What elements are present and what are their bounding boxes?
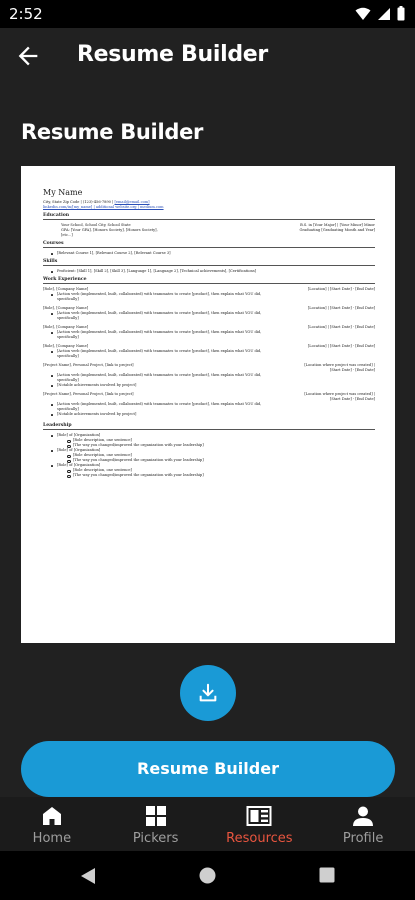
- resume-work-dates: [Location] | [Start Date] - [End Date]: [307, 344, 375, 348]
- resume-project-bullet-cont: specifically]: [57, 407, 79, 411]
- resume-email-link: [email@email.com]: [114, 200, 150, 204]
- resume-work-bullet-cont: specifically]: [57, 297, 79, 301]
- resume-skills-bullet: Proficient: [Skill 1], [Skill 2], [Skill 3], [Language 1], [Language 2], [Technical achievements], [Certifications]: [43, 269, 375, 274]
- system-back-icon[interactable]: [80, 867, 96, 885]
- resume-leadership-impact: [The way you changed/improved the organization with your leadership]: [43, 443, 375, 448]
- resume-courses-bullet: [Relevant Course 1], [Relevant Course 2], [Relevant Course 3]: [43, 251, 375, 256]
- resources-icon: [246, 804, 272, 828]
- resume-work-entry: [43, 325, 375, 340]
- resume-project-achievement: [Notable achievements involved by project]: [43, 383, 375, 388]
- resume-project-achievement: [Notable achievements involved by project]: [43, 412, 375, 417]
- resume-name: My Name: [43, 188, 83, 197]
- resume-skills-heading: Skills: [43, 259, 375, 266]
- resume-work-role: [Role], [Company Name]: [43, 287, 89, 291]
- resume-links-line: linkedin.com/in/[my_name] | additional website.org | medium.com: [43, 205, 164, 209]
- download-icon: [197, 682, 219, 704]
- resume-work-entry: [43, 344, 375, 359]
- resume-builder-button[interactable]: Resume Builder: [21, 741, 395, 797]
- nav-item-resources[interactable]: [208, 797, 312, 851]
- resume-work-bullet: [Action verb (implemented, built, collaborated) with teammates to create [product], then explain what YOU did,: [43, 330, 375, 335]
- resume-education-graduation: Graduating [Graduating Month and Year]: [299, 228, 375, 232]
- resume-work-entry: [43, 287, 375, 302]
- page-title: Resume Builder: [21, 120, 204, 144]
- resume-work-role: [Role], [Company Name]: [43, 325, 89, 329]
- resume-work-bullet: [Action verb (implemented, built, collaborated) with teammates to create [product], then explain what YOU did,: [43, 292, 375, 297]
- resume-education-school: Your School, School City, School State: [61, 223, 131, 227]
- resume-project-location: [Location where project was created] |: [304, 392, 375, 396]
- nav-label-profile: Profile: [342, 831, 384, 846]
- resume-project-bullet: [Action verb (implemented, built, collaborated) with teammates to create [product], then explain what YOU did,: [43, 373, 375, 378]
- resume-leadership-heading: Leadership: [43, 423, 375, 430]
- resume-leadership-desc: [Role description, one sentence]: [43, 453, 375, 458]
- resume-work-dates: [Location] | [Start Date] - [End Date]: [307, 287, 375, 291]
- resume-project-name: [Project Name], Personal Project, [link to project]: [43, 363, 134, 367]
- download-button[interactable]: [180, 665, 236, 721]
- status-bar: [0, 0, 415, 28]
- resume-leadership-entry: [43, 448, 375, 463]
- cellular-signal-icon: [377, 7, 391, 21]
- app-bar: [0, 28, 415, 84]
- resume-project-dates: [Start Date] - [End Date]: [329, 397, 375, 401]
- resume-leadership-entry: [43, 433, 375, 448]
- resume-project-dates: [Start Date] - [End Date]: [329, 368, 375, 372]
- resume-work-bullet: [Action verb (implemented, built, collaborated) with teammates to create [product], then explain what YOU did,: [43, 311, 375, 316]
- status-time: 2:52: [9, 5, 43, 23]
- resume-contact-text: City, State Zip Code | (123)-456-7890 |: [43, 200, 114, 204]
- status-icons: [355, 6, 405, 21]
- bottom-nav: [0, 797, 415, 851]
- resume-leadership-role: [Role] of [Organization]: [43, 433, 375, 438]
- nav-label-resources: Resources: [226, 831, 293, 846]
- resume-project-entry: [43, 392, 375, 417]
- resume-work-dates: [Location] | [Start Date] - [End Date]: [307, 306, 375, 310]
- back-button[interactable]: [14, 42, 42, 70]
- resume-leadership-role: [Role] of [Organization]: [43, 448, 375, 453]
- resume-project-bullet: [Action verb (implemented, built, collaborated) with teammates to create [product], then explain what YOU did,: [43, 402, 375, 407]
- nav-item-pickers[interactable]: [104, 797, 208, 851]
- nav-label-pickers: Pickers: [132, 831, 179, 846]
- nav-item-profile[interactable]: [311, 797, 415, 851]
- resume-project-bullet-cont: specifically]: [57, 378, 79, 382]
- resume-work-role: [Role], [Company Name]: [43, 306, 89, 310]
- resume-education-gpa: GPA: [Your GPA], [Honors Society], [Honors Society],: [61, 228, 158, 232]
- resume-leadership-impact: [The way you changed/improved the organization with your leadership]: [43, 473, 375, 478]
- resume-project-entry: [43, 363, 375, 388]
- home-icon: [40, 804, 64, 828]
- grid-icon: [144, 804, 168, 828]
- nav-label-home: Home: [32, 831, 72, 846]
- app-bar-title: Resume Builder: [77, 42, 268, 67]
- resume-leadership-entry: [43, 463, 375, 478]
- resume-leadership-impact: [The way you changed/improved the organization with your leadership]: [43, 458, 375, 463]
- system-home-icon[interactable]: [199, 867, 216, 884]
- resume-education-heading: Education: [43, 213, 375, 220]
- resume-content: [43, 188, 375, 478]
- system-nav-bar: [0, 851, 415, 900]
- resume-education-etc: [etc...]: [61, 233, 73, 237]
- resume-work-bullet-cont: specifically]: [57, 316, 79, 320]
- resume-work-role: [Role], [Company Name]: [43, 344, 89, 348]
- resume-work-bullet-cont: specifically]: [57, 354, 79, 358]
- nav-item-home[interactable]: [0, 797, 104, 851]
- resume-courses-heading: Courses: [43, 241, 375, 248]
- resume-leadership-role: [Role] of [Organization]: [43, 463, 375, 468]
- arrow-back-icon: [14, 42, 42, 70]
- resume-work-dates: [Location] | [Start Date] - [End Date]: [307, 325, 375, 329]
- resume-leadership-desc: [Role description, one sentence]: [43, 438, 375, 443]
- resume-preview[interactable]: [21, 166, 395, 643]
- resume-education-degree: B.S. in [Your Major] | [Your Minor] Minor: [300, 223, 375, 227]
- resume-work-bullet-cont: specifically]: [57, 335, 79, 339]
- resume-project-location: [Location where project was created] |: [304, 363, 375, 367]
- resume-leadership-desc: [Role description, one sentence]: [43, 468, 375, 473]
- battery-icon: [397, 6, 405, 21]
- profile-icon: [351, 804, 375, 828]
- resume-work-bullet: [Action verb (implemented, built, collaborated) with teammates to create [product], then explain what YOU did,: [43, 349, 375, 354]
- resume-project-name: [Project Name], Personal Project, [link to project]: [43, 392, 134, 396]
- system-recents-icon[interactable]: [319, 867, 335, 883]
- resume-work-heading: Work Experience: [43, 277, 375, 284]
- wifi-icon: [355, 7, 371, 21]
- resume-work-entry: [43, 306, 375, 321]
- resume-education-row: [43, 223, 375, 238]
